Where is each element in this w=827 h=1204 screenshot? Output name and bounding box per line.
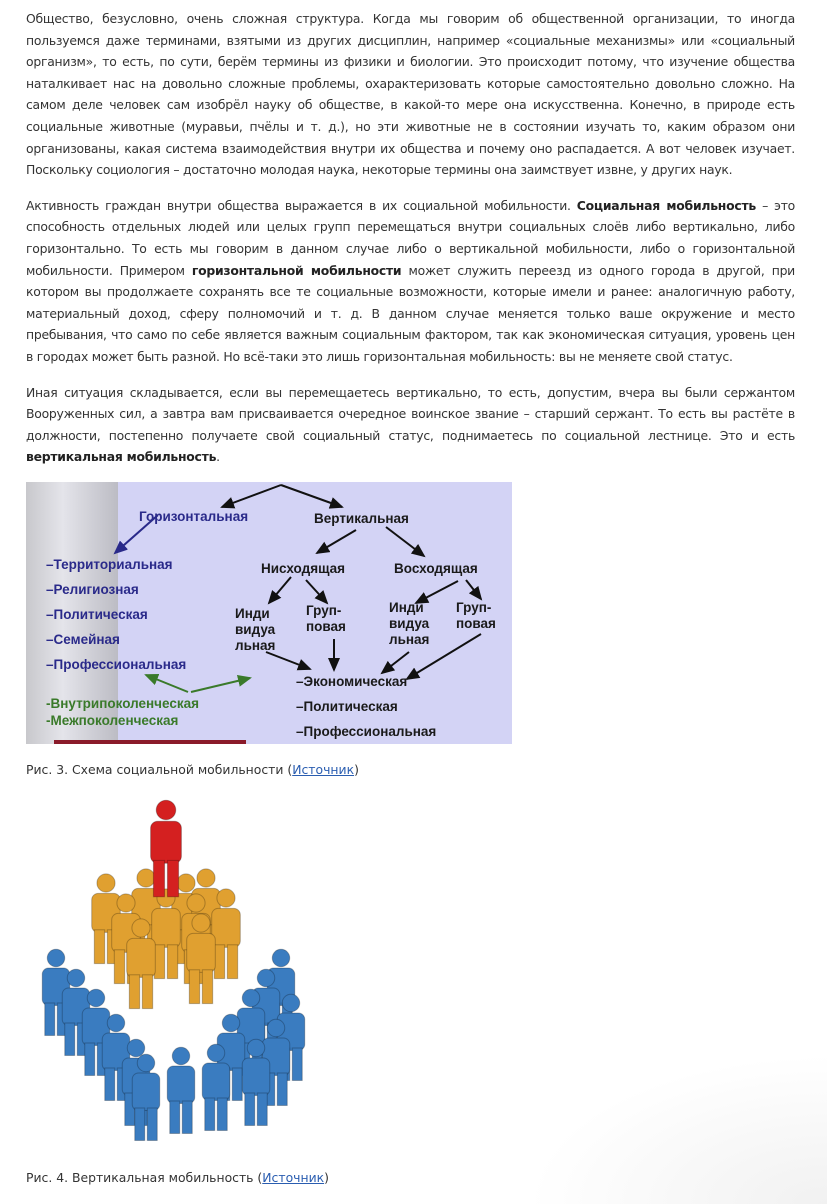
label-vertical: Вертикальная (314, 510, 409, 526)
text-segment: Общество, безусловно, очень сложная структура. Когда мы говорим об общественной организации, то иногда пользуемся даже терминами, взятыми из других дисциплин, например «социальные механизмы» или «социальный организм», то есть, по сути, берём термины из физики и биологии. Это происходит потому, что изучение общества наталкивает нас на довольно сложные проблемы, охарактеризовать которые самостоятельно довольно сложно. На самом деле человек сам изобрёл науку об обществе, в какой-то мере она искусственна. Конечно, в природе есть социальные животные (муравьи, пчёлы и т. д.), но эти животные не в состоянии изучать то, каким образом они организованы, какая система взаимодействия внутри их общества и почему оно распадается. А вот человек изучает. Поскольку социология – достаточно молодая наука, некоторые термины она заимствует извне, у других наук. (26, 11, 795, 178)
corner-fade (527, 1054, 827, 1204)
text-segment: – это способность отдельных людей или целых групп перемещаться внутри социальных слоёв либо вертикально, либо горизонтально. То есть мы говорим в данном случае либо о вертикальной мобильности, либо о горизонтальной мобильности. Примером (26, 197, 795, 278)
caption-text: ) (324, 1169, 329, 1185)
label-ascending: Восходящая (394, 560, 478, 576)
vertical-mobility-illustration (26, 798, 346, 1148)
label-individual-ascending: Инди видуа льная (389, 599, 430, 647)
horizontal-type: –Территориальная (46, 556, 173, 572)
text-segment: Активность граждан внутри общества выражается в их социальной мобильности. (26, 197, 577, 213)
bold-term: вертикальная мобильность (26, 449, 217, 465)
figure-3-caption (26, 762, 795, 778)
paragraph (26, 8, 795, 181)
paragraph (26, 382, 795, 468)
label-horizontal: Горизонтальная (139, 508, 249, 524)
caption-text: Рис. 3. Схема социальной мобильности ( (26, 761, 293, 777)
caption-text: Рис. 4. Вертикальная мобильность ( (26, 1169, 263, 1185)
person-figure (167, 1047, 195, 1133)
social-mobility-diagram (26, 482, 512, 744)
label-group-ascending: Груп- повая (456, 599, 496, 631)
caption-text: ) (354, 761, 359, 777)
generational-type: -Межпоколенческая (46, 712, 179, 728)
label-descending: Нисходящая (261, 560, 346, 576)
horizontal-type: –Политическая (46, 606, 148, 622)
vertical-type: –Профессиональная (296, 723, 437, 739)
vertical-type: –Экономическая (296, 673, 408, 689)
horizontal-type: –Религиозная (46, 581, 139, 597)
paragraph (26, 195, 795, 368)
label-individual-descending: Инди видуа льная (235, 605, 276, 653)
person-figure (151, 800, 182, 897)
figure-3-source-link[interactable]: Источник (292, 761, 355, 777)
label-group-descending: Груп- повая (306, 602, 346, 634)
article-text (26, 8, 795, 468)
vertical-type: –Политическая (296, 698, 398, 714)
people-pyramid-image (26, 798, 346, 1148)
article-body (26, 8, 795, 1186)
horizontal-type: –Семейная (46, 631, 120, 647)
figure-4-source-link[interactable]: Источник (262, 1169, 325, 1185)
text-segment: может служить переезд из одного города в другой, при котором вы продолжаете сохранять все те социальные возможности, которые имели и ранее: аналогичную работу, материальный доход, сферу полномочий и т. д. В данном случае меняется только ваше окружение и место пребывания, что само по себе является важным социальным фактором, так как экономическая ситуация, уровень цен в городах может быть разной. Но всё-таки это лишь горизонтальная мобильность: вы не меняете свой статус. (26, 262, 795, 364)
bold-term: Социальная мобильность (576, 197, 756, 213)
generational-type: -Внутрипоколенческая (46, 695, 199, 711)
text-segment: . (216, 449, 220, 465)
bold-term: горизонтальной мобильности (191, 262, 402, 278)
text-segment: Иная ситуация складывается, если вы перемещаетесь вертикально, то есть, допустим, вчера вы были сержантом Вооруженных сил, а завтра вам присваивается очередное воинское звание – старший сержант. То есть вы растёте в должности, постепенно получаете свой социальный статус, поднимаетесь по социальной лестнице. Это и есть (26, 384, 795, 443)
horizontal-type: –Профессиональная (46, 656, 187, 672)
